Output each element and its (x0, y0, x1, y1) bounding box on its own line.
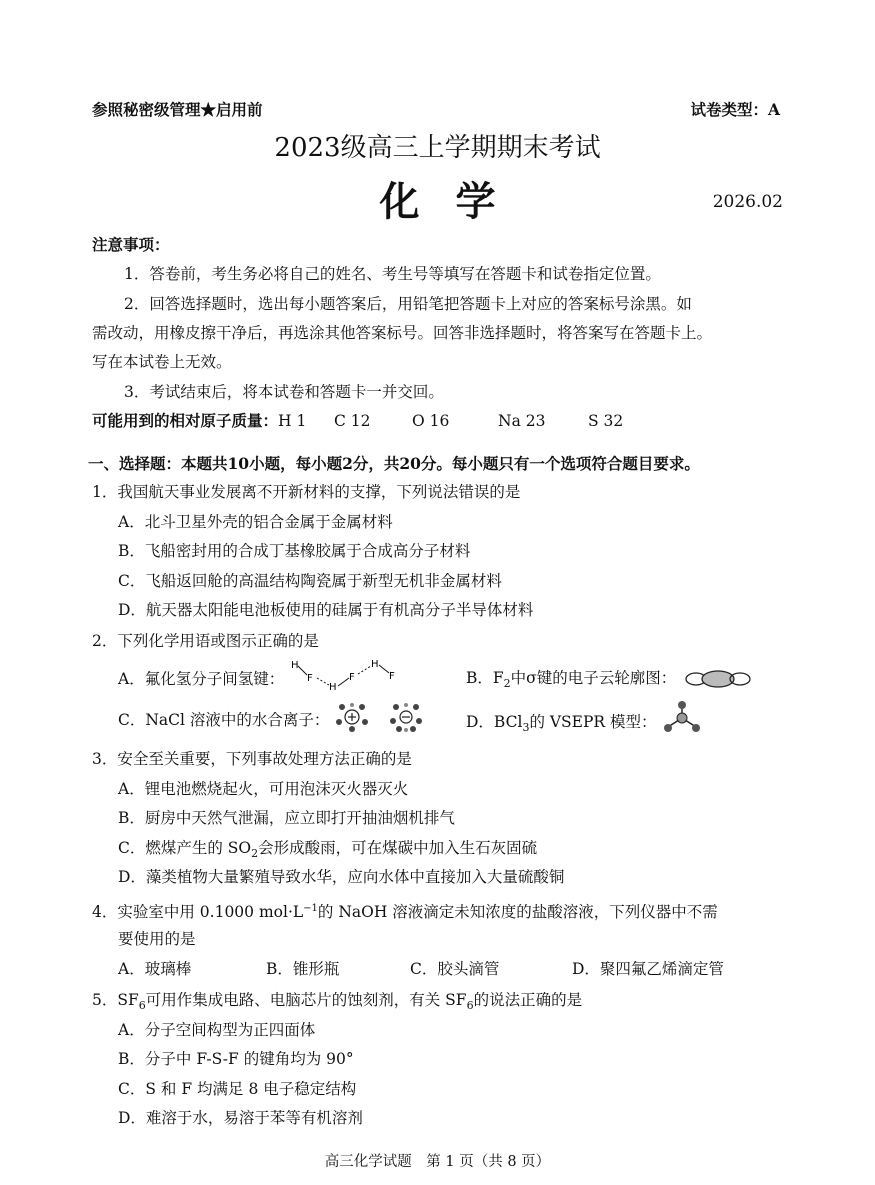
question-stem: 2．下列化学用语或图示正确的是 (92, 632, 319, 650)
option-q1-b: B．飞船密封用的合成丁基橡胶属于合成高分子材料 (118, 542, 471, 560)
atomic-mass-item: Na 23 (498, 412, 546, 430)
option-q4-a: A．玻璃棒 (118, 960, 192, 978)
section-heading: 一、选择题：本题共10小题，每小题2分，共20分。每小题只有一个选项符合题目要求。 (88, 454, 700, 473)
exam-date: 2026.02 (712, 192, 783, 212)
option-q4-d: D．聚四氟乙烯滴定管 (572, 960, 724, 978)
option-q1-c: C．飞船返回舱的高温结构陶瓷属于新型无机非金属材料 (118, 572, 502, 590)
option-q3-a: A．锂电池燃烧起火，可用泡沫灭火器灭火 (118, 780, 409, 798)
notice-item: 写在本试卷上无效。 (92, 353, 232, 371)
atomic-mass-label: 可能用到的相对原子质量： (92, 411, 279, 430)
option-q2-c-text: C．NaCl 溶液中的水合离子： (118, 711, 330, 729)
hf-atom-label: F (349, 672, 355, 683)
notice-item: 1．答卷前，考生务必将自己的姓名、考生号等填写在答题卡和试卷指定位置。 (124, 265, 661, 283)
hydrogen-bond-diagram (289, 658, 419, 692)
question-stem: 4．实验室中用 0.1000 $mol\cdot L^{-1}$的 NaOH 溶液滴定未知浓度的盐酸溶液，下列仪器中不需 (92, 903, 718, 922)
option-q4-c: C．胶头滴管 (410, 960, 500, 978)
option-q2-d (466, 710, 703, 738)
option-q1-a: A．北斗卫星外壳的铝合金属于金属材料 (118, 513, 393, 531)
option-q3-b: B．厨房中天然气泄漏，应立即打开抽油烟机排气 (118, 809, 455, 827)
option-q3-d: D．藻类植物大量繁殖导致水华，应向水体中直接加入大量硫酸铜 (118, 868, 565, 886)
sigma-bond-cloud-icon (681, 668, 755, 690)
question-stem: 1．我国航天事业发展离不开新材料的支撑，下列说法错误的是 (92, 483, 521, 501)
atomic-mass-item: O 16 (412, 412, 450, 430)
notice-item: 需改动，用橡皮擦干净后，再选涂其他答案标号。回答非选择题时，将答案写在答题卡上。 (92, 324, 713, 342)
exam-title: 2023级高三上学期期末考试 (274, 133, 601, 163)
hf-atom-label: H (371, 659, 379, 670)
option-q2-d-text: D．BCl$_3$的 VSEPR 模型： (466, 713, 657, 735)
page-footer: 高三化学试题 第 1 页（共 8 页） (324, 1154, 551, 1170)
hf-atom-label: F (307, 673, 313, 684)
secret-level-label: 参照秘密级管理★启用前 (92, 100, 263, 119)
notice-heading: 注意事项： (92, 235, 170, 254)
option-q4-b: B．锥形瓶 (266, 960, 340, 978)
subject-title: 化学 (379, 178, 532, 225)
hf-atom-label: H (329, 682, 337, 692)
vsepr-model-icon (661, 700, 703, 736)
atomic-mass-item: C 12 (334, 412, 371, 430)
option-q5-c: C．S 和 F 均满足 8 电子稳定结构 (118, 1080, 357, 1098)
option-q2-a (118, 659, 419, 692)
option-q5-a: A．分子空间构型为正四面体 (118, 1021, 316, 1039)
notice-item: 2．回答选择题时，选出每小题答案后，用铅笔把答题卡上对应的答案标号涂黑。如 (124, 295, 692, 313)
option-q2-b (466, 668, 755, 694)
question-stem: 3．安全至关重要，下列事故处理方法正确的是 (92, 750, 412, 768)
atomic-mass-item: H 1 (278, 412, 307, 430)
question-stem: 5．$SF_6$可用作集成电路、电脑芯片的蚀刻剂，有关 $SF_6$的说法正确的是 (92, 991, 583, 1013)
hf-atom-label: H (291, 660, 299, 671)
atomic-mass-item: S 32 (588, 412, 624, 430)
paper-type-label: 试卷类型：A (690, 100, 780, 119)
hf-atom-label: F (389, 671, 395, 682)
option-q1-d: D．航天器太阳能电池板使用的硅属于有机高分子半导体材料 (118, 601, 534, 619)
option-q2-b-text: B．$F_2$中σ键的电子云轮廓图： (466, 669, 677, 691)
option-row-q4 (118, 959, 724, 979)
option-q2-a-text: A．氟化氢分子间氢键： (118, 670, 285, 688)
option-q2-c (118, 710, 444, 732)
option-q5-d: D．难溶于水，易溶于苯等有机溶剂 (118, 1109, 363, 1127)
hydrated-ion-icon (334, 702, 444, 732)
option-q3-c: C．燃煤产生的 $SO_2$会形成酸雨，可在煤碳中加入生石灰固硫 (118, 839, 538, 861)
atomic-mass-row (92, 411, 623, 431)
notice-item: 3．考试结束后，将本试卷和答题卡一并交回。 (124, 383, 444, 401)
question-stem-continued: 要使用的是 (118, 930, 196, 948)
option-q5-b: B．分子中 F-S-F 的键角均为 90° (118, 1050, 354, 1068)
